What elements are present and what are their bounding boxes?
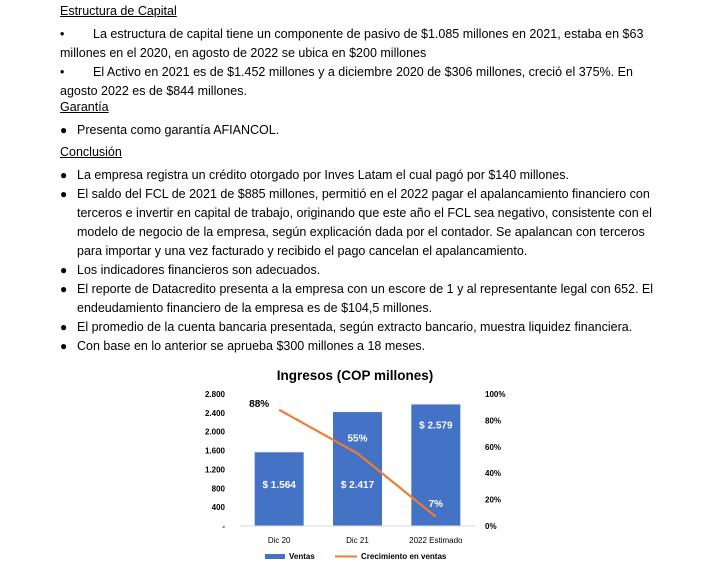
y-left-tick-label: 2.400	[204, 408, 225, 418]
section-heading-garantia: Garantía	[60, 100, 109, 114]
legend-label-ventas: Ventas	[289, 552, 315, 561]
x-tick-label: Dic 21	[346, 536, 369, 545]
y-left-tick-label: 1.600	[204, 446, 225, 456]
line-data-label: 7%	[428, 498, 444, 510]
bullet-icon: ●	[60, 187, 68, 201]
line-data-label: 55%	[347, 433, 368, 445]
list-item: ● El reporte de Datacredito presenta a la empresa con un escore de 1 y al representante legal con 652. El endeudamiento financiero de la empresa es de $104,5 millones.	[60, 282, 654, 315]
bullet-icon: ●	[60, 263, 68, 277]
list-item: ● El promedio de la cuenta bancaria presentada, según extracto bancario, muestra liquidez financiera.	[60, 318, 670, 337]
list-item: ● La empresa registra un crédito otorgado por Inves Latam el cual pagó por $140 millones.	[60, 166, 670, 185]
bullet-icon: ●	[60, 282, 68, 296]
ingresos-chart	[185, 357, 535, 568]
list-item: ● Con base en lo anterior se aprueba $300 millones a 18 meses.	[60, 337, 670, 356]
list-item: ● Presenta como garantía AFIANCOL.	[60, 121, 670, 140]
y-left-tick-label: -	[222, 522, 225, 531]
y-right-tick-label: 60%	[485, 442, 502, 452]
y-left-tick-label: 2.000	[204, 427, 225, 437]
x-tick-label: Dic 20	[267, 536, 291, 545]
y-right-tick-label: 100%	[485, 390, 506, 399]
bullet-icon: ●	[60, 168, 68, 182]
bullet-marker: •	[60, 27, 65, 41]
list-item: ● El saldo del FCL de 2021 de $885 millones, permitió en el 2022 pagar el apalancamiento financiero con terceros e invertir en capital de trabajo, originando que este año el FCL sea negativo, consistente con el modelo de negocio de la empresa, según explicación dada por el contador. Se apalancan con terceros para importar y una vez facturado y recibido el pago cancelan el apalancamiento.	[60, 187, 652, 258]
y-right-tick-label: 80%	[485, 416, 502, 426]
list-item: ● Los indicadores financieros son adecuados.	[60, 261, 670, 280]
bar-ventas	[333, 412, 382, 526]
bullet-icon: ●	[60, 123, 68, 137]
bar-data-label: $ 1.564	[262, 480, 296, 491]
y-right-tick-label: 0%	[485, 522, 497, 531]
bullet-marker: •	[60, 65, 65, 79]
paragraph-text: El Activo en 2021 es de $1.452 millones y a diciembre 2020 de $306 millones, creció el 375%. En agosto 2022 es de $844 millones.	[60, 65, 633, 98]
bullet-icon: ●	[60, 320, 68, 334]
garantia-list	[60, 121, 670, 140]
line-data-label: 88%	[249, 398, 270, 410]
bullet-icon: ●	[60, 339, 68, 353]
y-left-tick-label: 2.800	[204, 390, 225, 399]
conclusion-list	[60, 166, 670, 356]
paragraph-capital-2	[60, 63, 660, 101]
paragraph-text: La estructura de capital tiene un componente de pasivo de $1.085 millones en 2021, estaba en $63 millones en el 2020, en agosto de 2022 se ubica en $200 millones	[60, 27, 644, 60]
paragraph-capital-1	[60, 25, 660, 63]
y-left-tick-label: 800	[211, 484, 225, 494]
y-left-tick-label: 400	[211, 503, 225, 513]
x-tick-label: 2022 Estimado	[409, 536, 463, 545]
bar-data-label: $ 2.579	[419, 420, 453, 432]
y-right-tick-label: 40%	[485, 469, 502, 479]
y-right-tick-label: 20%	[485, 495, 502, 505]
bar-data-label: $ 2.417	[340, 480, 375, 491]
section-heading-capital: Estructura de Capital	[60, 4, 177, 18]
legend-swatch-ventas	[265, 554, 285, 559]
section-heading-conclusion: Conclusión	[60, 145, 122, 159]
y-left-tick-label: 1.200	[204, 465, 225, 475]
legend-label-crecimiento: Crecimiento en ventas	[361, 552, 447, 561]
chart-title: Ingresos (COP millones)	[276, 368, 434, 383]
